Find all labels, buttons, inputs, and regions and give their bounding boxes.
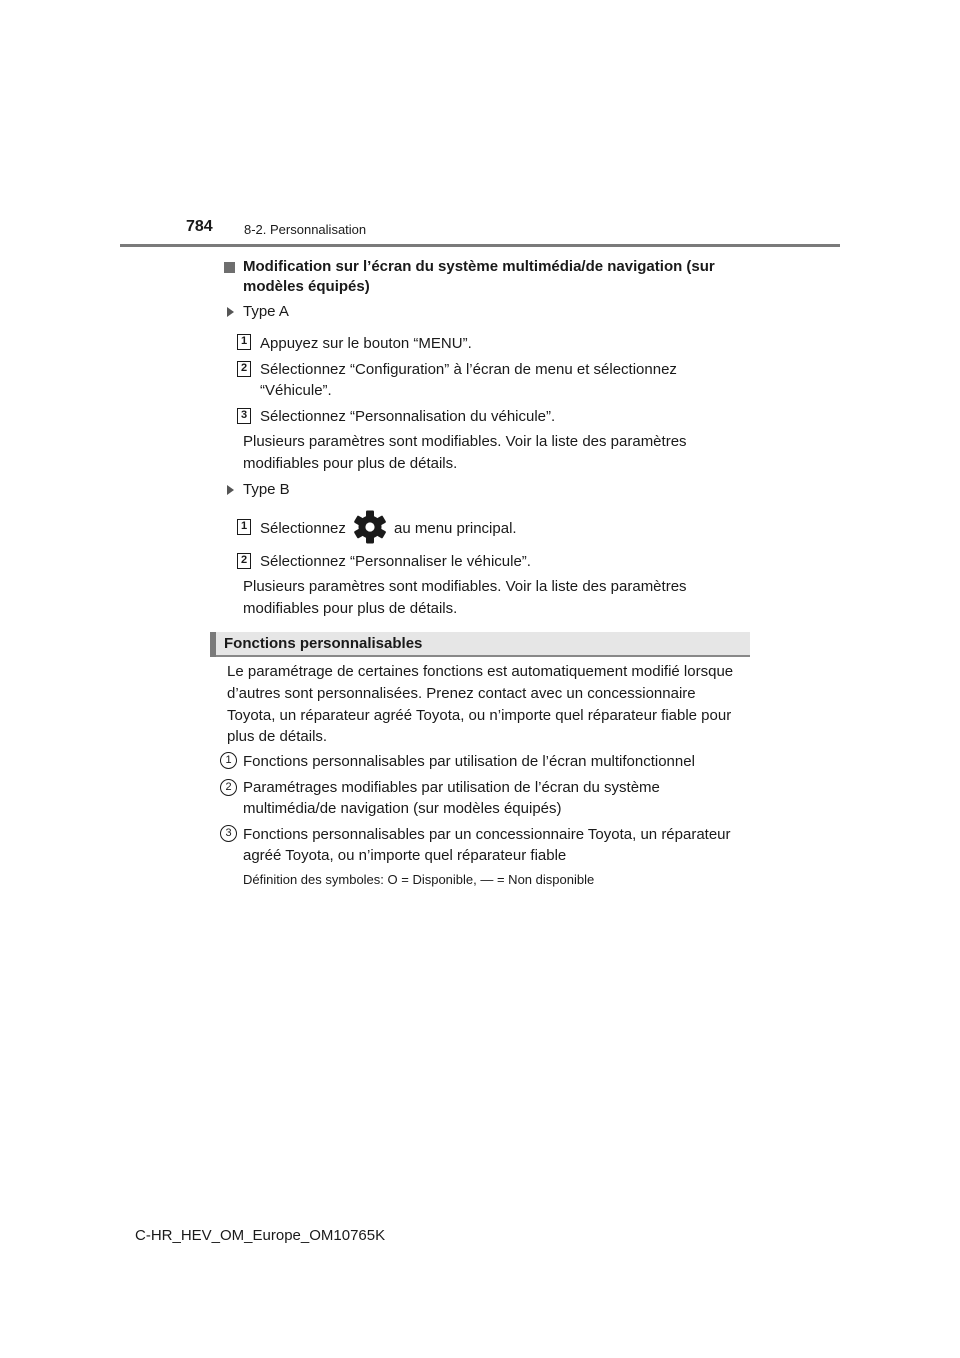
section-label: 8-2. Personnalisation [244, 222, 367, 237]
gear-icon [353, 509, 387, 545]
type-a-note-line2: modifiables pour plus de détails. [243, 455, 458, 472]
section-title-line1: Modification sur l’écran du système multimédia/de navigation (sur [243, 258, 715, 275]
type-a-step-2-line1: Sélectionnez “Configuration” à l’écran de menu et sélectionnez [260, 361, 677, 378]
type-a-step-3-text: Sélectionnez “Personnalisation du véhicule”. [260, 408, 556, 425]
item-number-circle: 1 [220, 752, 237, 769]
intro-line4: plus de détails. [227, 728, 328, 745]
type-b-step-2-text: Sélectionnez “Personnaliser le véhicule”. [260, 553, 531, 570]
step-number-badge: 1 [237, 334, 251, 350]
intro-line1: Le paramétrage de certaines fonctions est automatiquement modifié lorsque [227, 663, 734, 680]
type-b-label: Type B [243, 481, 290, 498]
section-title-line2: modèles équipés) [243, 278, 370, 295]
triangle-bullet-icon [227, 485, 234, 495]
type-b-step-1-after: au menu principal. [394, 520, 517, 537]
type-b-note-line2: modifiables pour plus de détails. [243, 600, 458, 617]
document-id: C-HR_HEV_OM_Europe_OM10765K [135, 1227, 386, 1244]
type-a-label: Type A [243, 303, 289, 320]
type-b-note-line1: Plusieurs paramètres sont modifiables. Voir la liste des paramètres [243, 578, 687, 595]
intro-line3: Toyota, un réparateur agréé Toyota, ou n’importe quel réparateur fiable pour [227, 707, 732, 724]
section-heading: Fonctions personnalisables [224, 635, 423, 652]
type-a-step-1-text: Appuyez sur le bouton “MENU”. [260, 335, 472, 352]
step-number-badge: 3 [237, 408, 251, 424]
step-number-badge: 2 [237, 361, 251, 377]
step-number-badge: 1 [237, 519, 251, 535]
square-bullet-icon [224, 262, 235, 273]
item-3-line2: agréé Toyota, ou n’importe quel réparateur fiable [243, 847, 567, 864]
item-2-line1: Paramétrages modifiables par utilisation de l’écran du système [243, 779, 660, 796]
item-number-circle: 2 [220, 779, 237, 796]
item-1-line1: Fonctions personnalisables par utilisation de l’écran multifonctionnel [243, 753, 695, 770]
intro-line2: d’autres sont personnalisées. Prenez contact avec un concessionnaire [227, 685, 696, 702]
type-b-step-1-before: Sélectionnez [260, 520, 346, 537]
type-a-step-2-line2: “Véhicule”. [260, 382, 332, 399]
step-number-badge: 2 [237, 553, 251, 569]
header-divider [120, 244, 840, 247]
type-a-note-line1: Plusieurs paramètres sont modifiables. Voir la liste des paramètres [243, 433, 687, 450]
heading-accent [210, 632, 216, 657]
triangle-bullet-icon [227, 307, 234, 317]
section-heading-bar [210, 632, 750, 657]
item-number-circle: 3 [220, 825, 237, 842]
item-3-line1: Fonctions personnalisables par un concessionnaire Toyota, un réparateur [243, 826, 731, 843]
symbols-legend: Définition des symboles: O = Disponible, — = Non disponible [243, 872, 595, 887]
page-number: 784 [186, 218, 213, 235]
item-2-line2: multimédia/de navigation (sur modèles équipés) [243, 800, 562, 817]
